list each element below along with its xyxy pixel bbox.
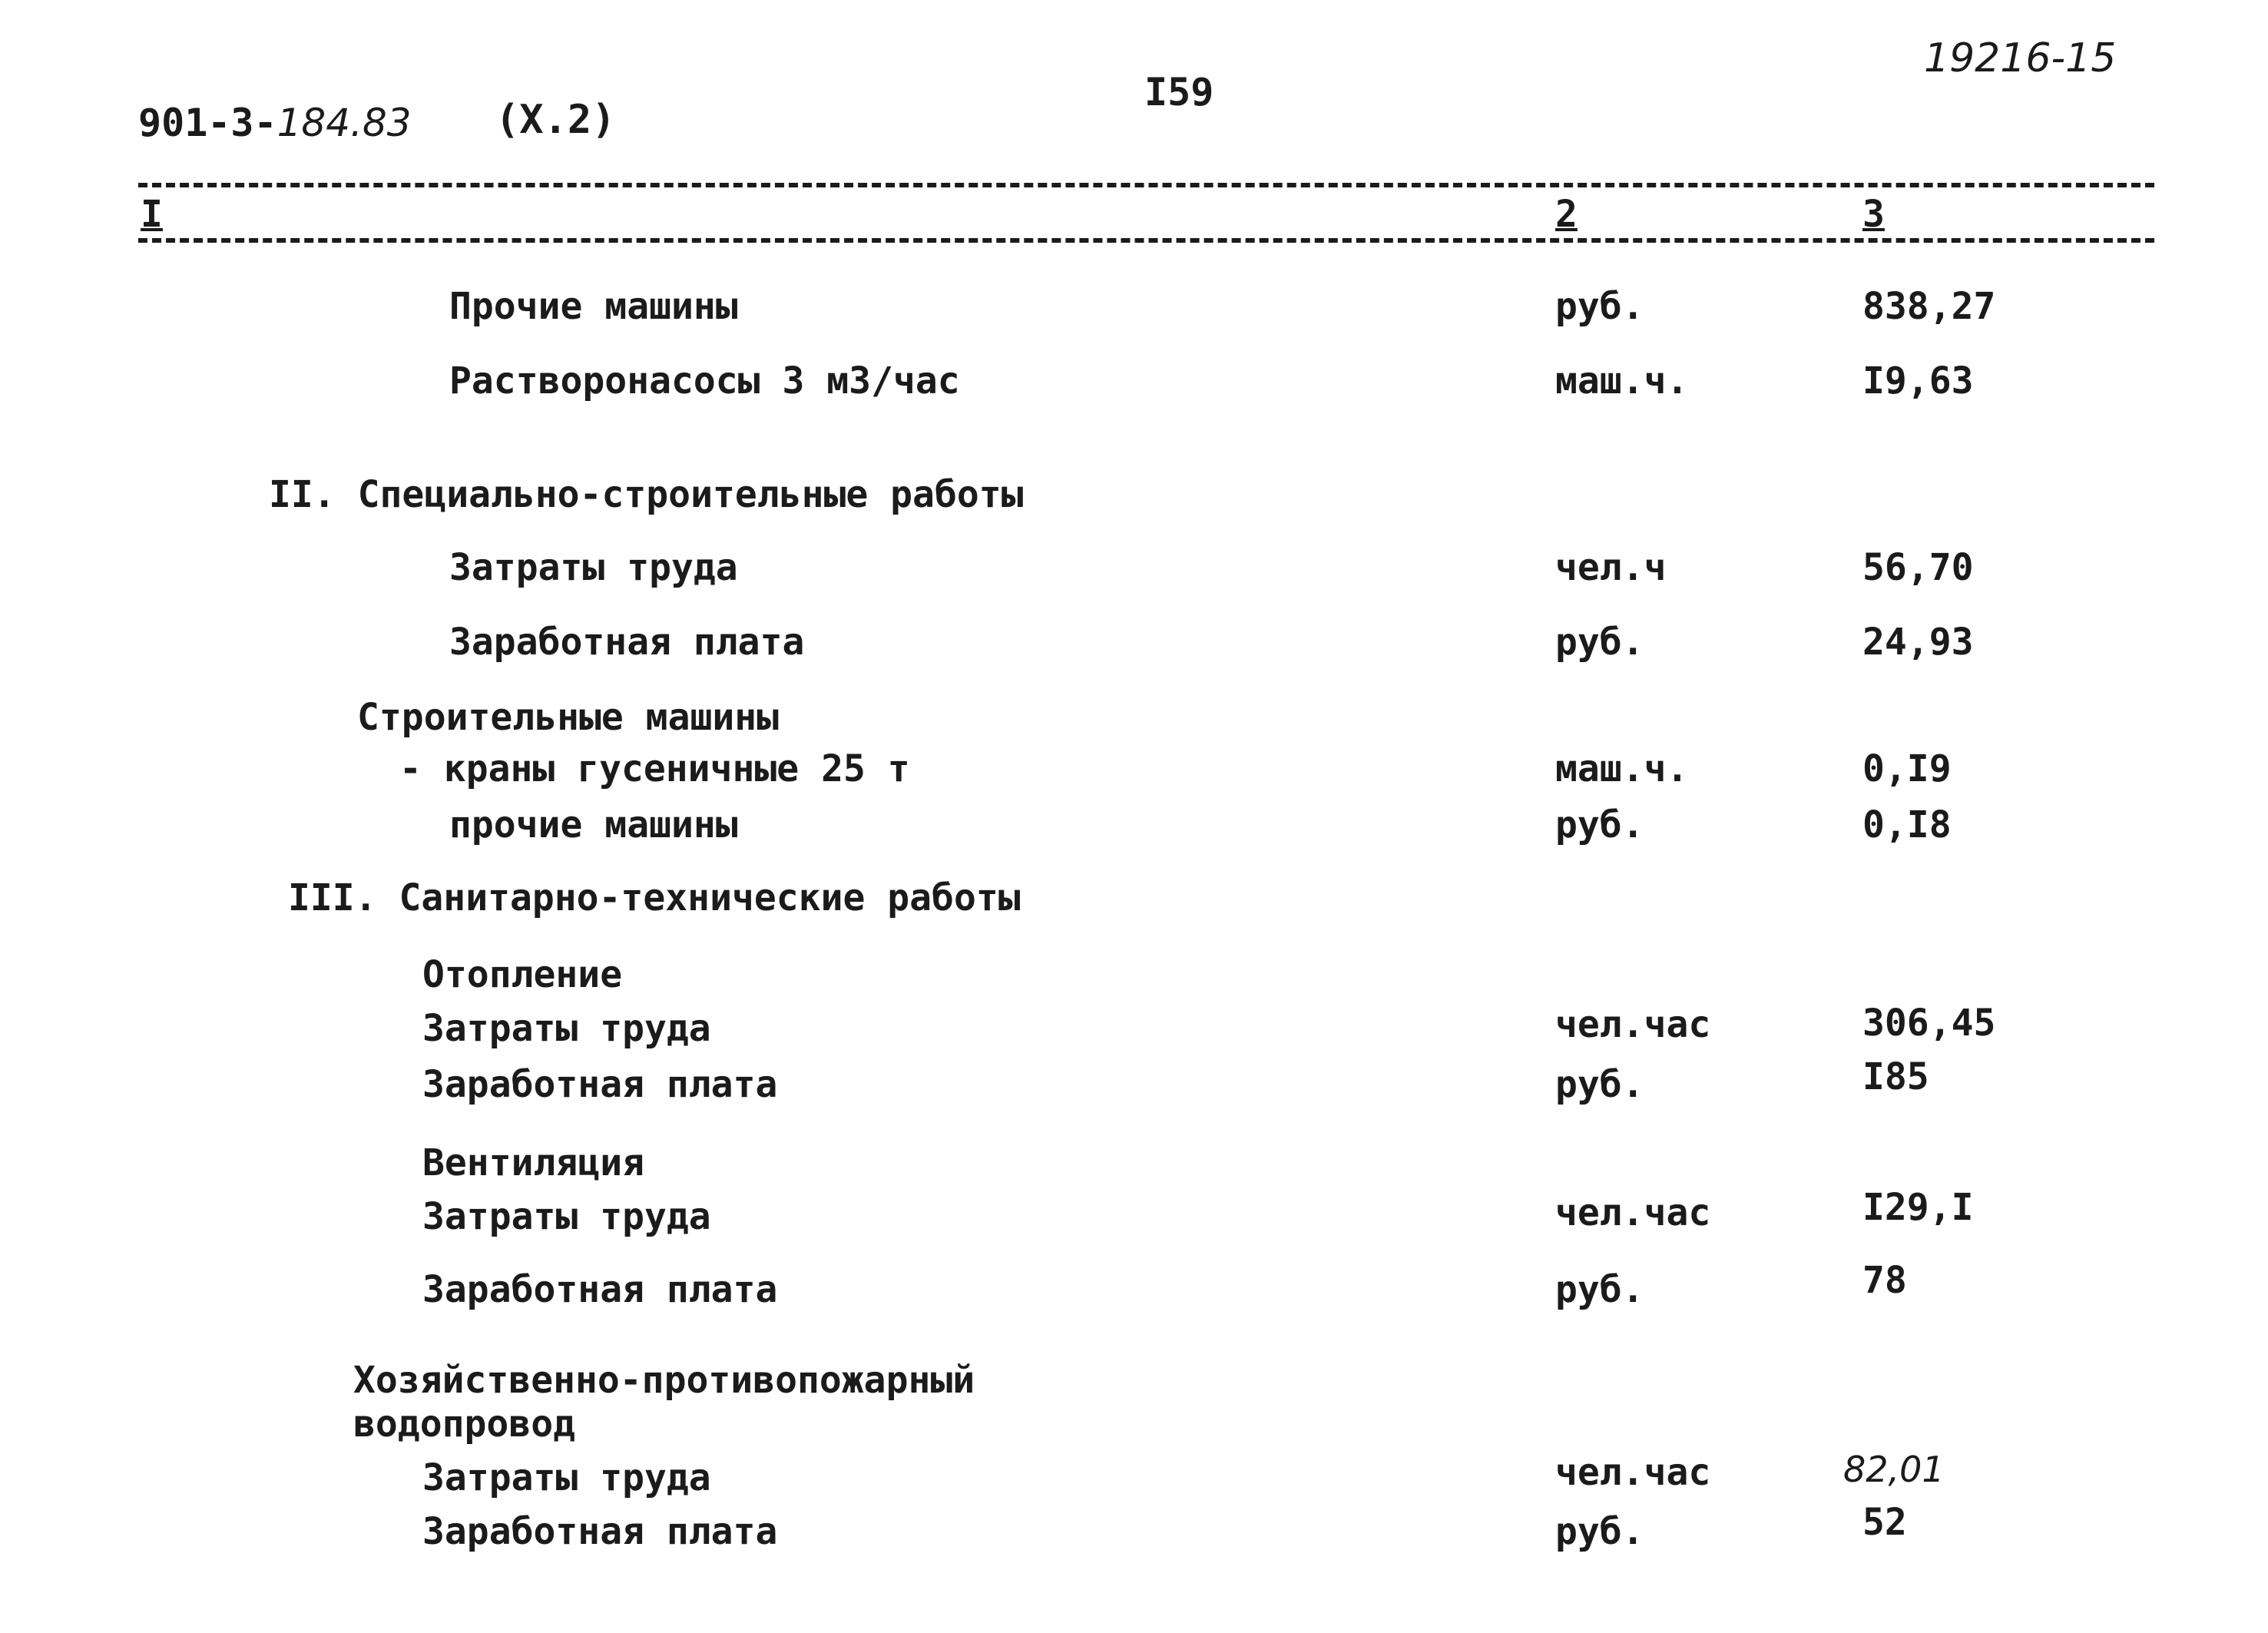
row-label: Заработная плата xyxy=(422,1063,778,1106)
row-unit: чел.час xyxy=(1555,1451,1711,1494)
document-code-printed: 901-3- xyxy=(138,101,277,145)
subsection-heading: Хозяйственно-противопожарный xyxy=(353,1359,975,1402)
subsection-heading: Отопление xyxy=(422,953,623,996)
row-value: I29,I xyxy=(1862,1186,1974,1229)
row-label: Заработная плата xyxy=(422,1268,778,1311)
row-unit: руб. xyxy=(1555,1063,1644,1106)
row-unit: руб. xyxy=(1555,1268,1644,1311)
row-unit: чел.час xyxy=(1555,1191,1711,1234)
row-label: Заработная плата xyxy=(449,621,805,664)
row-unit: руб. xyxy=(1555,803,1644,846)
row-label: Заработная плата xyxy=(422,1510,778,1553)
row-unit: маш.ч. xyxy=(1555,359,1689,402)
section-heading: III. Санитарно-технические работы xyxy=(288,876,1021,919)
row-label: Прочие машины xyxy=(449,285,738,328)
row-unit: чел.ч xyxy=(1555,546,1667,589)
column-header-2: 2 xyxy=(1555,193,1578,236)
header-top-rule xyxy=(138,183,2154,187)
page-number: I59 xyxy=(1144,70,1214,114)
section-heading: II. Специально-строительные работы xyxy=(269,473,1024,516)
row-value: 838,27 xyxy=(1862,285,1996,328)
subsection-heading: Вентиляция xyxy=(422,1141,644,1184)
row-unit: руб. xyxy=(1555,285,1644,328)
header-bottom-rule xyxy=(138,238,2154,243)
row-unit: маш.ч. xyxy=(1555,747,1689,790)
row-value-handwritten: 82,01 xyxy=(1843,1449,1945,1490)
subsection-heading: Строительные машины xyxy=(357,696,780,739)
document-code xyxy=(138,101,412,145)
row-value: I85 xyxy=(1862,1055,1929,1098)
subsection-heading-continued: водопровод xyxy=(353,1403,575,1446)
row-label: Затраты труда xyxy=(422,1195,711,1238)
row-value: I9,63 xyxy=(1862,359,1974,402)
sheet-reference: (Х.2) xyxy=(495,97,616,143)
document-code-handwritten: 184.83 xyxy=(276,101,412,145)
column-header-3: 3 xyxy=(1862,193,1885,236)
row-label: Растворонасосы 3 м3/час xyxy=(449,359,960,402)
row-value: 0,I9 xyxy=(1862,747,1952,790)
row-value: 0,I8 xyxy=(1862,803,1952,846)
row-value: 306,45 xyxy=(1862,1002,1996,1045)
row-unit: руб. xyxy=(1555,621,1644,664)
row-value: 78 xyxy=(1862,1259,1907,1302)
row-value: 52 xyxy=(1862,1501,1907,1544)
row-label: - краны гусеничные 25 т xyxy=(399,747,910,790)
row-label: Затраты труда xyxy=(449,546,738,589)
row-value: 56,70 xyxy=(1862,546,1974,589)
column-header-1: I xyxy=(141,193,163,236)
row-label: прочие машины xyxy=(449,803,738,846)
row-label: Затраты труда xyxy=(422,1007,711,1050)
row-label: Затраты труда xyxy=(422,1456,711,1499)
row-unit: руб. xyxy=(1555,1510,1644,1553)
archive-number: 19216-15 xyxy=(1924,35,2117,81)
row-value: 24,93 xyxy=(1862,621,1974,664)
row-unit: чел.час xyxy=(1555,1003,1711,1046)
